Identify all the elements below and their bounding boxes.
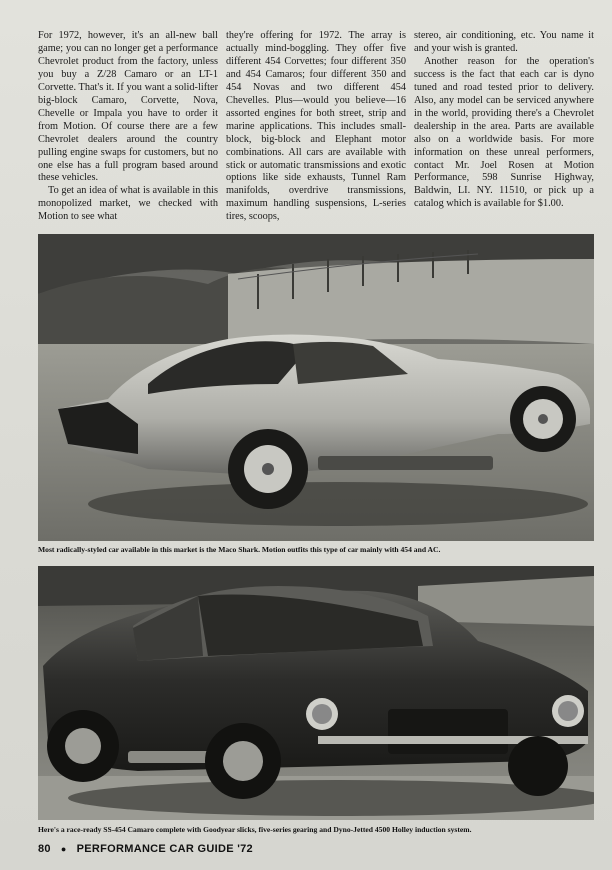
maco-shark-image bbox=[38, 234, 594, 541]
column-1-paragraph-2: To get an idea of what is available in this monopolized market, we checked with Motion to see what bbox=[38, 185, 218, 223]
page-number: 80 bbox=[38, 843, 51, 855]
article-body bbox=[38, 30, 594, 226]
bullet-icon: ● bbox=[60, 844, 67, 854]
page-footer bbox=[38, 842, 253, 856]
camaro-image bbox=[38, 566, 594, 820]
article-column-3 bbox=[414, 30, 594, 226]
column-2-paragraph-1: they're offering for 1972. The array is actually mind-boggling. They offer five different 454 Corvettes; four different 350 and 454 Camaros; four different 350 and 454 Novas and two different 454 Chevelles. Plus—would you believe—16 assorted engines for both street, strip and marine applications. This includes small-block, big-block and Elephant motor combinations. All cars are available with stick or automatic transmissions and exotic options like side exhausts, Tunnel Ram manifolds, overdrive transmissions, maximum handling suspensions, L-series tires, scoops, bbox=[226, 30, 406, 223]
article-column-1 bbox=[38, 30, 218, 226]
publication-title: PERFORMANCE CAR GUIDE '72 bbox=[76, 843, 253, 855]
maco-shark-photo bbox=[38, 234, 594, 541]
camaro-photo bbox=[38, 566, 594, 820]
maco-shark-caption: Most radically-styled car available in this market is the Maco Shark. Motion outfits this type of car mainly with 454 and AC. bbox=[38, 545, 441, 554]
column-3-paragraph-2: Another reason for the operation's success is the fact that each car is dyno tuned and road tested prior to delivery. Also, any model can be serviced anywhere in the world, providing there's a Chevrolet dealership in the area. Parts are available also on a worldwide basis. For more information on these unreal performers, contact Mr. Joel Rosen at Motion Performance, 598 Sunrise Highway, Baldwin, LI. NY. 11510, or pick up a catalog which is available for $1.00. bbox=[414, 55, 594, 210]
column-3-paragraph-1: stereo, air conditioning, etc. You name it and your wish is granted. bbox=[414, 30, 594, 54]
column-1-paragraph-1: For 1972, however, it's an all-new ball game; you can no longer get a performance Chevrolet product from the factory, unless you buy a Z/28 Camaro or an LT-1 Corvette. That's it. If you want a solid-lifter big-block Camaro, Corvette, Nova, Chevelle or Impala you have to order it from Motion. Of course there are a few Chevrolet dealers around the country pulling engine swaps for customers, but no one else has a full program based around these vehicles. bbox=[38, 30, 218, 184]
camaro-caption: Here's a race-ready SS-454 Camaro complete with Goodyear slicks, five-series gearing and Dyno-Jetted 4500 Holley induction system. bbox=[38, 825, 472, 834]
article-column-2 bbox=[226, 30, 406, 226]
